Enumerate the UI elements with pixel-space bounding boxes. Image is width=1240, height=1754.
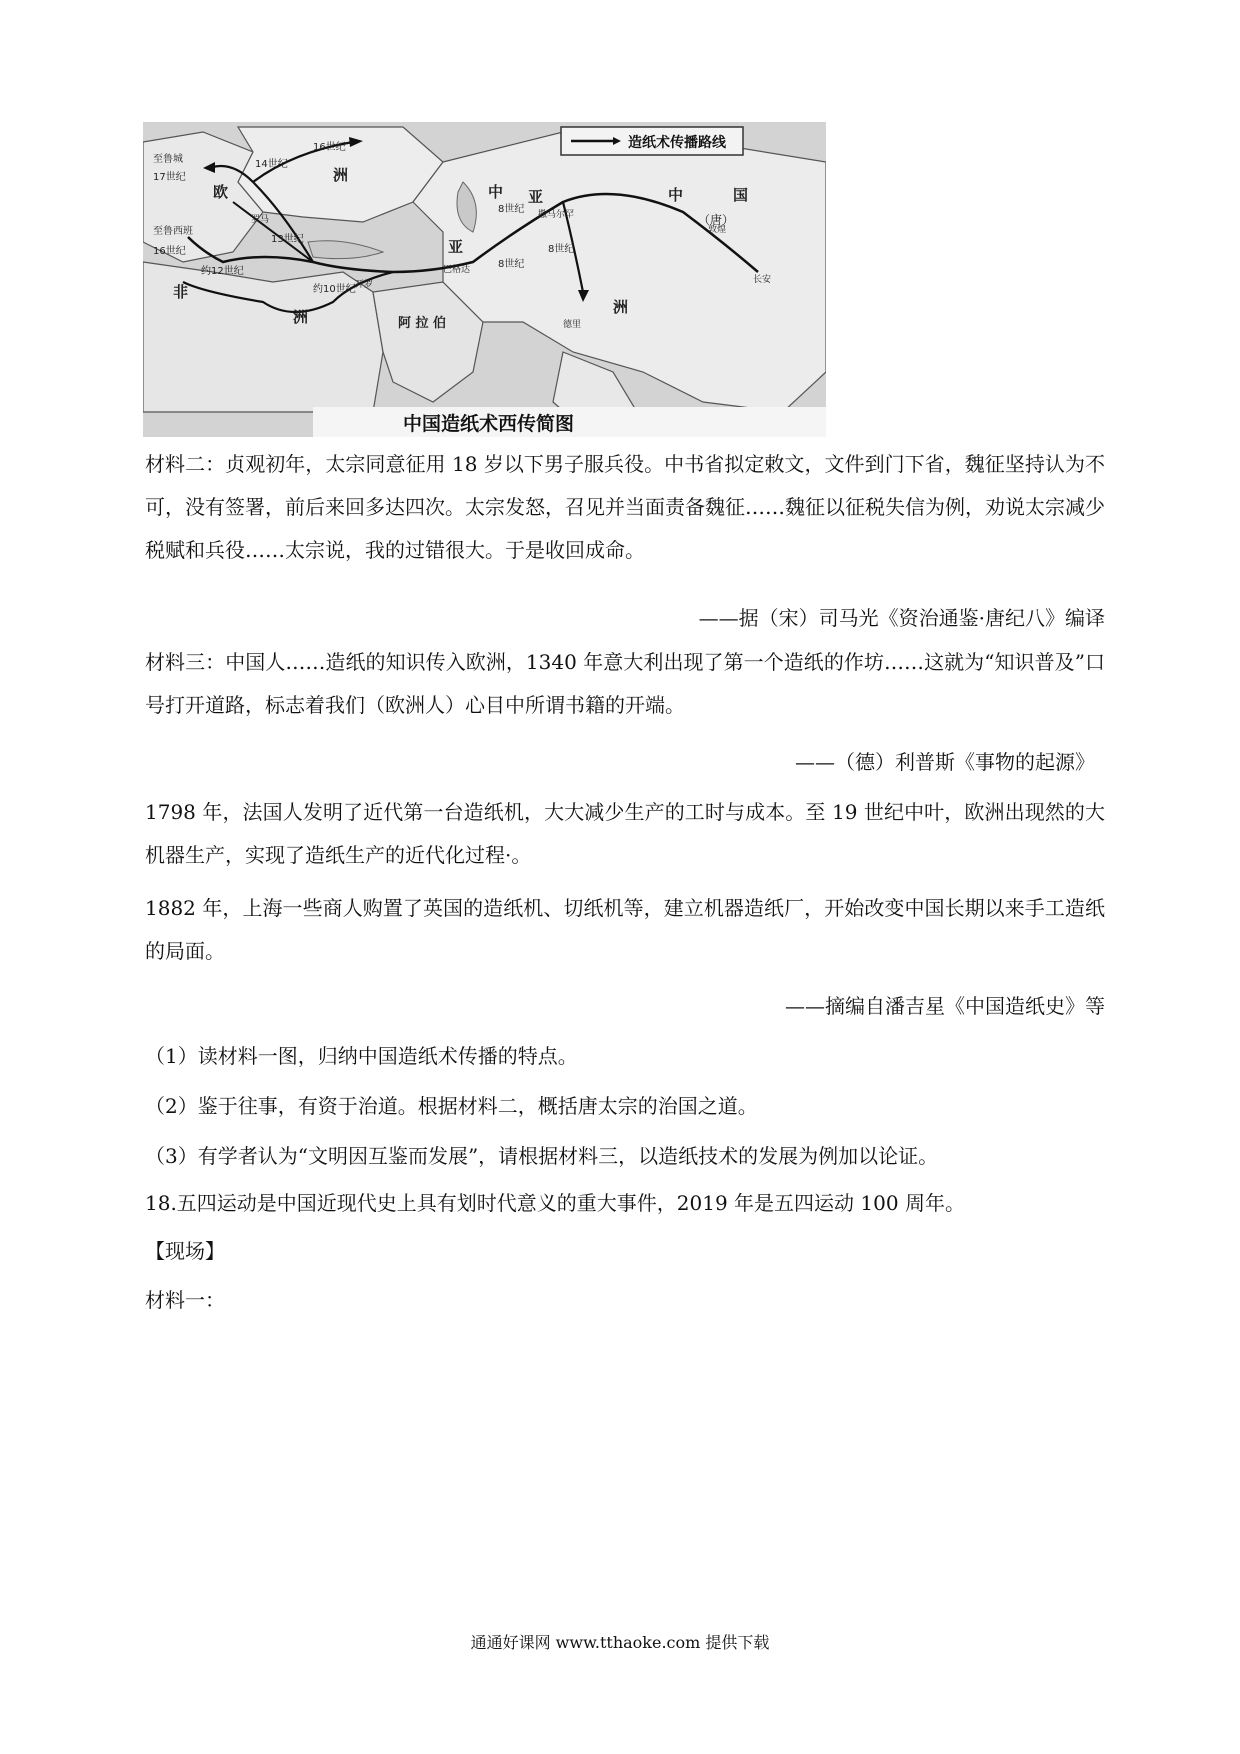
map-label-central-asia-1: 中	[488, 183, 504, 201]
question-1: （1）读材料一图，归纳中国造纸术传播的特点。	[145, 1044, 578, 1068]
paragraph-1798: 1798 年，法国人发明了近代第一台造纸机，大大减少生产的工时与成本。至 19 世纪中叶，欧洲出现然的大机器生产，实现了造纸生产的近代化过程·。	[145, 800, 1105, 867]
map-label-16c-west: 16世纪	[153, 246, 186, 257]
question-18: 18.五四运动是中国近现代史上具有划时代意义的重大事件，2019 年是五四运动 100 周年。	[145, 1191, 965, 1215]
scene-heading: 【现场】	[145, 1239, 225, 1263]
map-label-8c-b: 8世纪	[498, 259, 525, 270]
map-label-asia-1: 亚	[448, 238, 464, 256]
material-two-source: ——据（宋）司马光《资治通鉴·唐纪八》编译	[698, 606, 1105, 630]
material-one-label: 材料一：	[145, 1288, 225, 1312]
footer-text: 通通好课网 www.tthaoke.com 提供下载	[470, 1633, 770, 1652]
map-label-guo: 国	[733, 186, 749, 204]
paragraph-1882-source: ——摘编自潘吉星《中国造纸史》等	[785, 994, 1105, 1018]
map-label-8c-c: 8世纪	[548, 244, 575, 255]
map-label-baghdad: 巴格达	[443, 265, 471, 275]
map-label-central-asia-2: 亚	[528, 188, 544, 206]
map-label-8c-a: 8世纪	[498, 204, 525, 215]
material-three-source: ——（德）利普斯《事物的起源》	[795, 750, 1095, 774]
map-label-china: 中	[668, 186, 684, 204]
map-label-delhi: 德里	[563, 320, 582, 330]
map-label-14c: 14世纪	[255, 159, 288, 170]
map-label-africa-2: 洲	[293, 308, 309, 326]
map-label-city-w1: 至鲁城	[153, 154, 183, 165]
map-label-city-w2: 至鲁西班	[153, 226, 193, 237]
map-label-17c: 17世纪	[153, 172, 186, 183]
map-label-africa-1: 非	[173, 283, 189, 301]
map-label-asia-2: 洲	[613, 298, 629, 316]
map-label-13c: 13世纪	[271, 234, 304, 245]
map-label-changan: 长安	[753, 275, 772, 285]
map-label-16c: 16世纪	[313, 142, 346, 153]
paper-route-map	[143, 122, 826, 437]
map-label-samarkand: 撒马尔罕	[538, 210, 575, 220]
map-label-tang: （唐）	[698, 213, 735, 227]
map-label-cairo: 开罗	[355, 280, 374, 290]
map-svg	[143, 122, 826, 437]
material-three-text: 材料三：中国人……造纸的知识传入欧洲，1340 年意大利出现了第一个造纸的作坊……这就为“知识普及”口号打开道路，标志着我们（欧洲人）心目中所谓书籍的开端。	[145, 650, 1105, 717]
question-2: （2）鉴于往事，有资于治道。根据材料二，概括唐太宗的治国之道。	[145, 1094, 758, 1118]
map-label-arabia: 阿 拉 伯	[398, 316, 447, 331]
map-label-europe-1: 欧	[213, 183, 229, 201]
map-label-12c: 约12世纪	[201, 266, 244, 277]
material-two-text: 材料二：贞观初年，太宗同意征用 18 岁以下男子服兵役。中书省拟定敕文，文件到门下省，魏征坚持认为不可，没有签署，前后来回多达四次。太宗发怒，召见并当面责备魏征……魏征以征税失信为例，劝说太宗减少税赋和兵役……太宗说，我的过错很大。于是收回成命。	[145, 452, 1105, 562]
map-legend: 造纸术传播路线	[628, 135, 726, 151]
map-label-europe-2: 洲	[333, 166, 349, 184]
map-label-rome: 罗马	[251, 215, 270, 225]
map-caption: 中国造纸术西传简图	[403, 413, 575, 435]
map-label-dunhuang: 敦煌	[708, 225, 727, 235]
question-3: （3）有学者认为“文明因互鉴而发展”，请根据材料三，以造纸技术的发展为例加以论证。	[145, 1144, 939, 1168]
paragraph-1882: 1882 年，上海一些商人购置了英国的造纸机、切纸机等，建立机器造纸厂，开始改变中国长期以来手工造纸的局面。	[145, 896, 1105, 963]
map-label-10c: 约10世纪	[313, 284, 356, 295]
